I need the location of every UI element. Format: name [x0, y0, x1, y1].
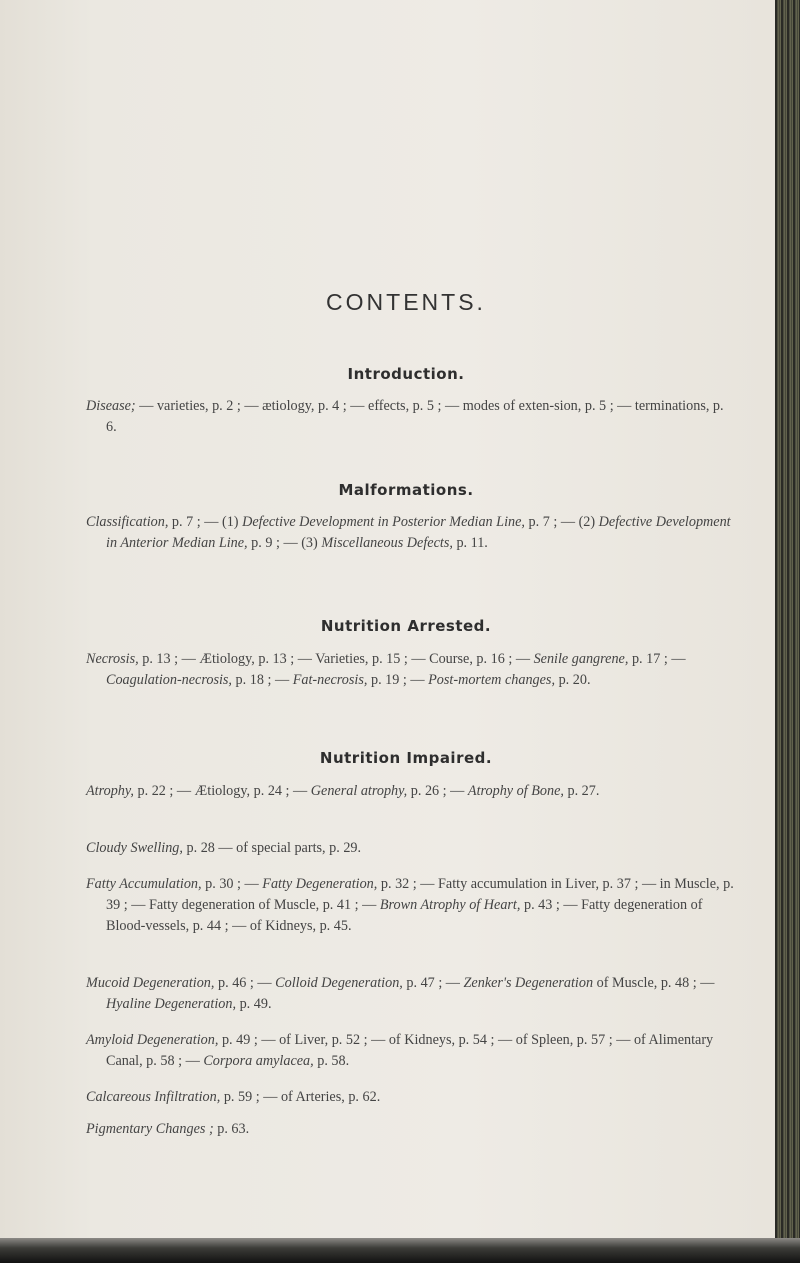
topic-text: p. 47 ; —: [402, 975, 464, 991]
topic-text: p. 43 ; — Fatty degeneration of Blood-vessels, p. 44 ; — of Kidneys, p. 45.: [106, 897, 703, 934]
topic-title: Hyaline Degeneration,: [106, 996, 237, 1012]
topic-text: p. 22 ; — Ætiology, p. 24 ; —: [133, 783, 311, 799]
heading-introduction: Introduction.: [347, 365, 465, 383]
topic-title: General atrophy,: [310, 783, 408, 799]
topic-text: p. 7 ; — (1): [168, 514, 243, 530]
topic-text: p. 17 ; —: [628, 651, 686, 667]
topic-text: p. 49.: [236, 996, 272, 1012]
topic-title: Coagulation-necrosis,: [106, 672, 232, 688]
topic-title: Calcareous Infiltration,: [86, 1089, 221, 1105]
topic-title: Disease;: [86, 398, 136, 414]
topic-text: p. 26 ; —: [407, 783, 468, 799]
topic-title: Miscellaneous Defects,: [321, 535, 453, 551]
topic-text: p. 32 ; — Fatty accumulation in Liver, p. 37 ; — in Muscle, p. 39 ; — Fatty degeneration of Muscle, p. 41 ; —: [106, 876, 734, 913]
topic-title: Classification,: [86, 514, 169, 530]
para-atrophy: [86, 781, 736, 802]
topic-text: p. 59 ; — of Arteries, p. 62.: [220, 1089, 381, 1105]
topic-title: Cloudy Swelling,: [86, 840, 183, 856]
para-calcareous: [86, 1087, 736, 1108]
page-title: CONTENTS.: [326, 289, 486, 315]
para-introduction: [86, 396, 736, 438]
topic-title: Colloid Degeneration,: [275, 975, 403, 991]
topic-title: Fatty Accumulation,: [86, 876, 202, 892]
book-edge-right: [775, 0, 800, 1263]
topic-text: p. 27.: [563, 783, 600, 799]
topic-text: p. 7 ; — (2): [524, 514, 599, 530]
topic-text: p. 63.: [213, 1121, 250, 1137]
topic-title: Zenker's Degeneration: [463, 975, 594, 991]
topic-text: p. 58.: [313, 1053, 350, 1069]
topic-text: p. 30 ; —: [201, 876, 263, 892]
topic-title: Defective Development in Anterior Median Line,: [106, 514, 731, 551]
book-edge-bottom: [0, 1238, 800, 1263]
topic-title: Necrosis,: [86, 651, 139, 667]
topic-text: p. 11.: [452, 535, 488, 551]
topic-title: Post-mortem changes,: [428, 672, 556, 688]
para-nutrition-arrested: [86, 649, 736, 691]
topic-text: p. 49 ; — of Liver, p. 52 ; — of Kidneys, p. 54 ; — of Spleen, p. 57 ; — of Alimentary Canal, p. 58 ; —: [106, 1032, 714, 1069]
topic-title: Atrophy of Bone,: [467, 783, 564, 799]
para-amyloid: [86, 1030, 736, 1072]
topic-text: p. 28 — of special parts, p. 29.: [182, 840, 362, 856]
para-cloudy-swelling: [86, 838, 736, 859]
para-mucoid: [86, 973, 736, 1015]
topic-title: Amyloid Degeneration,: [86, 1032, 219, 1048]
topic-title: Pigmentary Changes ;: [86, 1121, 214, 1137]
topic-title: Fatty Degeneration,: [262, 876, 378, 892]
topic-title: Brown Atrophy of Heart,: [379, 897, 521, 913]
topic-text: p. 18 ; —: [231, 672, 293, 688]
topic-text: p. 9 ; — (3): [247, 535, 322, 551]
heading-nutrition-impaired: Nutrition Impaired.: [319, 749, 493, 767]
para-pigmentary: [86, 1119, 736, 1140]
topic-title: Defective Development in Posterior Median Line,: [242, 514, 525, 530]
topic-text: — varieties, p. 2 ; — ætiology, p. 4 ; — effects, p. 5 ; — modes of exten-sion, p. 5 ; — terminations, p. 6.: [106, 398, 724, 435]
heading-malformations: Malformations.: [338, 481, 474, 499]
topic-title: Atrophy,: [86, 783, 134, 799]
topic-text: p. 20.: [555, 672, 591, 688]
para-malformations: [86, 512, 736, 554]
para-fatty: [86, 874, 736, 937]
topic-text: p. 13 ; — Ætiology, p. 13 ; — Varieties, p. 15 ; — Course, p. 16 ; —: [138, 651, 534, 667]
topic-title: Mucoid Degeneration,: [86, 975, 215, 991]
topic-title: Senile gangrene,: [533, 651, 629, 667]
topic-text: of Muscle, p. 48 ; —: [593, 975, 715, 991]
topic-title: Corpora amylacea,: [203, 1053, 314, 1069]
heading-nutrition-arrested: Nutrition Arrested.: [320, 617, 492, 635]
topic-text: p. 46 ; —: [214, 975, 276, 991]
topic-title: Fat-necrosis,: [292, 672, 368, 688]
topic-text: p. 19 ; —: [367, 672, 429, 688]
